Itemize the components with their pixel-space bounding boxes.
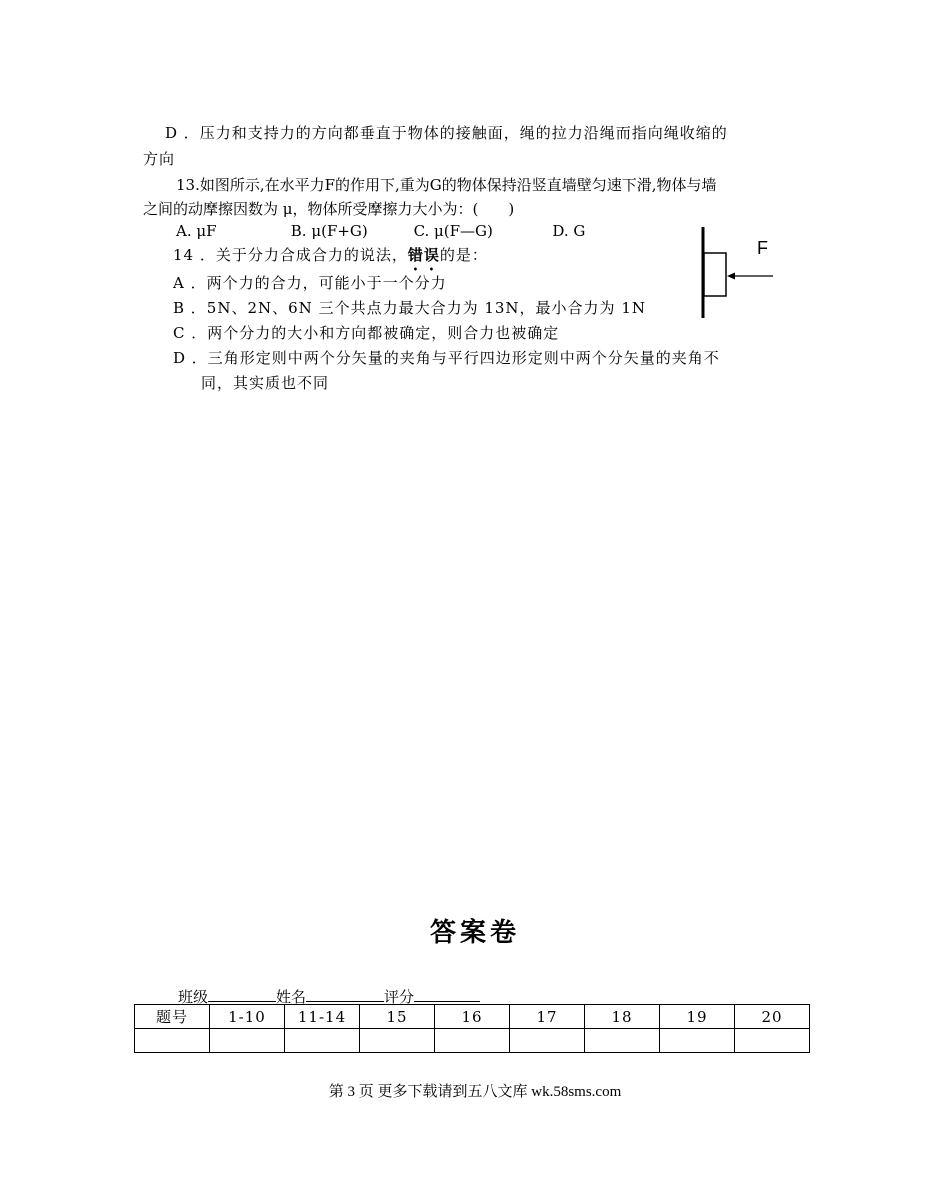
- q12-option-d-line1: D ．压力和支持力的方向都垂直于物体的接触面，绳的拉力沿绳而指向绳收缩的: [165, 124, 728, 142]
- name-blank[interactable]: [306, 987, 384, 1002]
- q13-option-b: B. μ(F+G): [290, 222, 368, 240]
- score-cell[interactable]: [360, 1029, 435, 1053]
- score-cell: [135, 1029, 210, 1053]
- class-blank[interactable]: [208, 987, 276, 1002]
- q14-option-a: A ．两个力的合力，可能小于一个分力: [173, 274, 447, 292]
- q13-option-a: A. μF: [176, 222, 217, 240]
- answer-table: [134, 1004, 810, 1053]
- q13-stem-line1: 13.如图所示,在水平力F的作用下,重为G的物体保持沿竖直墙壁匀速下滑,物体与墙: [176, 176, 717, 194]
- score-cell[interactable]: [435, 1029, 510, 1053]
- q13-stem-line2: 之间的动摩擦因数为 μ，物体所受摩擦力大小为：( ): [143, 200, 515, 218]
- header-cell-11-14: 11-14: [285, 1005, 360, 1029]
- score-cell[interactable]: [660, 1029, 735, 1053]
- score-cell[interactable]: [285, 1029, 360, 1053]
- score-label: 评分: [384, 988, 415, 1006]
- header-cell-question-number: 题号: [135, 1005, 210, 1029]
- q14-option-c: C ．两个分力的大小和方向都被确定，则合力也被确定: [173, 324, 560, 342]
- header-cell-18: 18: [585, 1005, 660, 1029]
- answer-table-score-row: [135, 1029, 810, 1053]
- q12-option-d-line2: 方向: [143, 150, 176, 168]
- answer-table-header-row: [135, 1005, 810, 1029]
- score-cell[interactable]: [585, 1029, 660, 1053]
- q14-stem-prefix: 14 ．关于分力合成合力的说法，: [173, 246, 408, 264]
- q13-option-c: C. μ(F—G): [413, 222, 493, 240]
- header-cell-1-10: 1-10: [210, 1005, 285, 1029]
- q13-option-d: D. G: [552, 222, 586, 240]
- q14-option-b: B ．5N、2N、6N 三个共点力最大合力为 13N，最小合力为 1N: [173, 299, 646, 317]
- header-cell-16: 16: [435, 1005, 510, 1029]
- block-rect: [704, 253, 726, 296]
- q13-options: [176, 222, 585, 240]
- page-footer: 第 3 页 更多下载请到五八文库 wk.58sms.com: [328, 1084, 622, 1100]
- wall-block-force-diagram: [695, 225, 785, 320]
- score-cell[interactable]: [510, 1029, 585, 1053]
- header-cell-20: 20: [735, 1005, 810, 1029]
- q14-stem: [173, 244, 488, 274]
- header-cell-17: 17: [510, 1005, 585, 1029]
- score-cell[interactable]: [735, 1029, 810, 1053]
- q14-stem-suffix: 的是：: [439, 246, 488, 264]
- force-arrow-head: [727, 273, 735, 280]
- class-label: 班级: [178, 988, 209, 1006]
- name-label: 姓名: [276, 988, 307, 1006]
- header-cell-19: 19: [660, 1005, 735, 1029]
- score-blank[interactable]: [414, 987, 480, 1002]
- q14-option-d-line1: D ．三角形定则中两个分矢量的夹角与平行四边形定则中两个分矢量的夹角不: [173, 349, 720, 367]
- header-cell-15: 15: [360, 1005, 435, 1029]
- answer-sheet-title: 答案卷: [429, 918, 520, 948]
- q14-stem-emphasis: 错误: [407, 246, 440, 264]
- score-cell[interactable]: [210, 1029, 285, 1053]
- force-label: F: [757, 238, 768, 258]
- q14-option-d-line2: 同，其实质也不同: [201, 374, 330, 392]
